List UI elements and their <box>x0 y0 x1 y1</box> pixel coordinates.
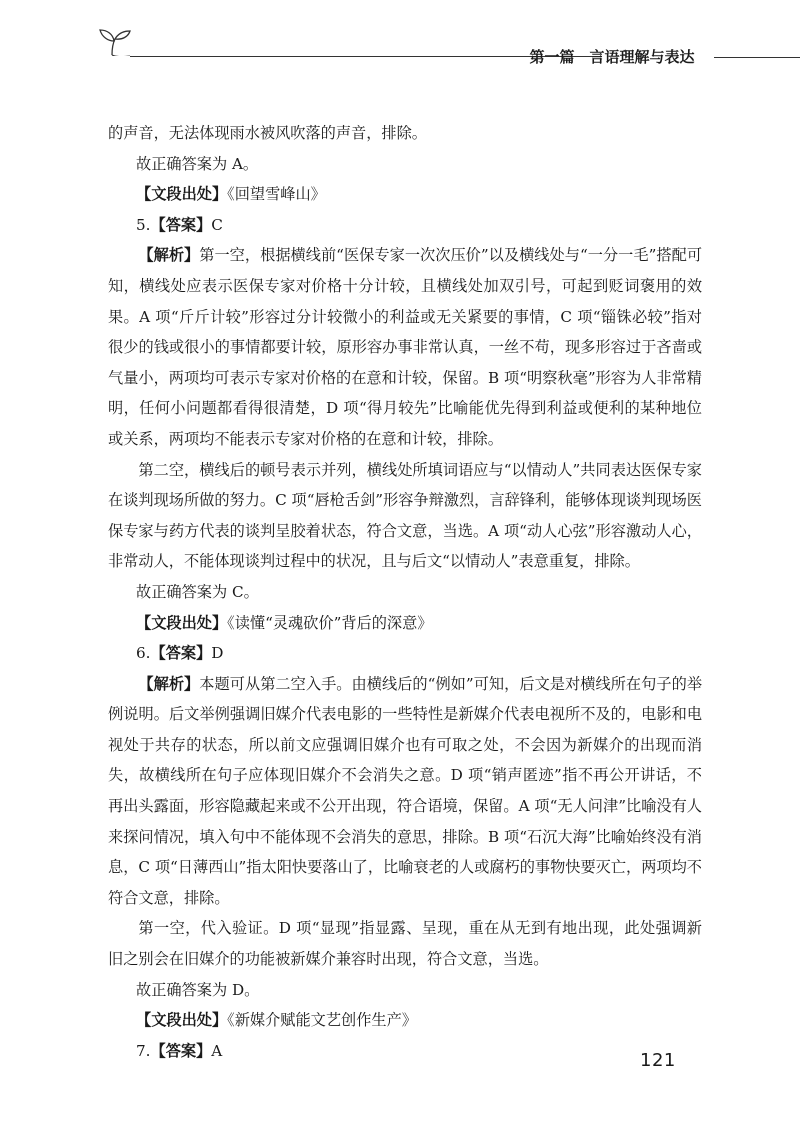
answer-value: D <box>211 644 224 663</box>
source-line <box>108 179 702 210</box>
question-number: 5. <box>136 215 151 234</box>
analysis-paragraph <box>108 669 702 914</box>
source-label: 【文段出处】 <box>136 613 228 632</box>
answer-value: C <box>211 215 223 234</box>
section-title: 第一篇 言语理解与表达 <box>529 48 695 66</box>
source-title: 《读懂“灵魂砍价”背后的深意》 <box>227 613 433 632</box>
question-answer <box>108 1036 702 1067</box>
question-answer <box>108 210 702 241</box>
page-number: 121 <box>640 1050 676 1071</box>
analysis-paragraph: 第一空，代入验证。D 项“显现”指显露、呈现，重在从无到有地出现，此处强调新旧之别会在旧媒介的功能被新媒介兼容时出现，符合文意，当选。 <box>108 919 702 969</box>
answer-label: 【答案】 <box>150 1041 212 1060</box>
running-header <box>96 22 800 72</box>
source-label: 【文段出处】 <box>136 1011 228 1030</box>
answer-line: 故正确答案为 C。 <box>136 582 259 601</box>
source-title: 《新媒介赋能文艺创作生产》 <box>227 1011 417 1030</box>
source-title: 《回望雪峰山》 <box>227 185 326 204</box>
answer-label: 【答案】 <box>150 215 212 234</box>
source-line <box>108 1005 702 1036</box>
question-answer <box>108 638 702 669</box>
answer-line: 故正确答案为 A。 <box>136 154 259 173</box>
answer-line: 故正确答案为 D。 <box>136 980 260 999</box>
analysis-label: 【解析】 <box>138 674 200 693</box>
analysis-paragraph <box>108 240 702 454</box>
header-rule-right <box>714 57 800 58</box>
source-line <box>108 608 702 639</box>
answer-value: A <box>211 1041 223 1060</box>
analysis-text: 本题可从第二空入手。由横线后的“例如”可知，后文是对横线所在句子的举例说明。后文举例强调旧媒介代表电影的一些特性是新媒介代表电视所不及的，电影和电视处于共存的状态，所以前文应强调旧媒介也有可取之处，不会因为新媒介的出现而消失，故横线所在句子应体现旧媒介不会消失之意。D 项“销声匿迹”指不再公开讲话，不再出头露面，形容隐藏起来或不公开出现，符合语境，保留。A 项“无人问津”比喻没有人来探问情况，填入句中不能体现不会消失的意思，排除。B 项“石沉大海”比喻始终没有消息，C 项“日薄西山”指太阳快要落山了，比喻衰老的人或腐朽的事物快要灭亡，两项均不符合文意，排除。 <box>108 674 703 907</box>
question-number: 7. <box>136 1041 151 1060</box>
analysis-text: 第一空，根据横线前“医保专家一次次压价”以及横线处与“一分一毛”搭配可知，横线处应表示医保专家对价格十分计较，且横线处加双引号，可起到贬词褒用的效果。A 项“斤斤计较”形容过分计较微小的利益或无关紧要的事情，C 项“锱铢必较”指对很少的钱或很小的事情都要计较，原形容办事非常认真，一丝不苟，现多形容过于吝啬或气量小，两项均可表示专家对价格的在意和计较，保留。B 项“明察秋毫”形容为人非常精明，任何小问题都看得很清楚，D 项“得月较先”比喻能优先得到利益或便利的某种地位或关系，两项均不能表示专家对价格的在意和计较，排除。 <box>108 246 703 448</box>
answer-label: 【答案】 <box>150 644 212 663</box>
analysis-paragraph: 第二空，横线后的顿号表示并列，横线处所填词语应与“以情动人”共同表达医保专家在谈判现场所做的努力。C 项“唇枪舌剑”形容争辩激烈，言辞锋利，能够体现谈判现场医保专家与药方代表的谈判呈胶着状态，符合文意，当选。A 项“动人心弦”形容激动人心，非常动人，不能体现谈判过程中的状况，且与后文“以情动人”表意重复，排除。 <box>108 460 702 571</box>
page-body <box>108 118 702 1066</box>
analysis-label: 【解析】 <box>138 246 200 265</box>
sprout-icon <box>96 26 136 56</box>
paragraph: 的声音，无法体现雨水被风吹落的声音，排除。 <box>108 124 427 142</box>
source-label: 【文段出处】 <box>136 185 228 204</box>
question-number: 6. <box>136 644 151 663</box>
